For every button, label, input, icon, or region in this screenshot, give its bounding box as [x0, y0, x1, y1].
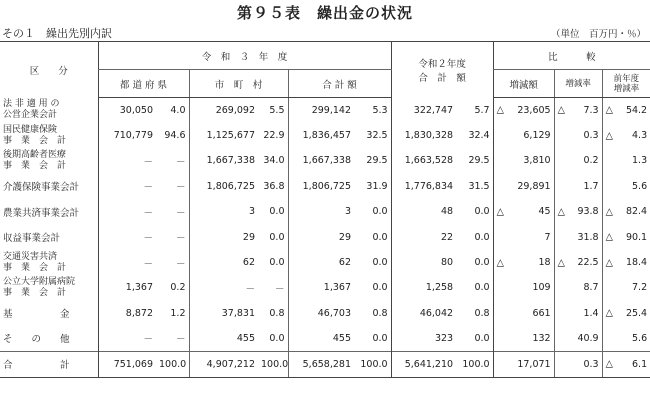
table-row	[0, 351, 650, 377]
row-label	[0, 123, 98, 148]
cell-rate	[554, 275, 602, 300]
cell-value: 5.6	[632, 332, 648, 344]
row-label-line: 後期高齢者医療	[3, 149, 67, 160]
cell-diff	[493, 275, 554, 300]
cell-rate	[554, 351, 602, 377]
cell-muni-pct: 5.5	[269, 104, 285, 116]
cell-prev	[602, 199, 650, 224]
cell-rate	[554, 326, 602, 351]
cell-value: 23,605	[517, 104, 551, 116]
cell-total: 1,367	[288, 275, 354, 300]
negative-sign: △	[605, 307, 613, 319]
table-row	[0, 301, 650, 326]
cell-muni-pct: 36.8	[263, 180, 285, 192]
cell-total: 1,806,725	[288, 174, 354, 199]
cell-muni-pct: 0.0	[269, 257, 285, 269]
row-label	[0, 351, 98, 377]
cell-r2-pct: 0.0	[474, 206, 490, 218]
cell-rate	[554, 123, 602, 148]
cell-r2-pct: 0.0	[474, 257, 490, 269]
cell-prev	[602, 148, 650, 173]
header-rate: 増減率	[554, 70, 602, 98]
cell-value: 661	[532, 307, 551, 319]
cell-pref-pct: －	[175, 182, 186, 194]
cell-r2-pct: 0.8	[474, 307, 490, 319]
cell-value: 1.7	[583, 180, 599, 192]
cell-value: 6,129	[523, 130, 551, 142]
cell-muni-pct: 100.0	[258, 351, 288, 377]
cell-value: 8.7	[583, 282, 599, 294]
header-prev-rate-line2: 増減率	[613, 83, 640, 94]
cell-diff	[493, 326, 554, 351]
cell-value: 0.2	[583, 155, 599, 167]
cell-prev	[602, 250, 650, 275]
cell-muni-pct: 0.0	[269, 231, 285, 243]
header-pref: 都 道 府 県	[98, 70, 189, 98]
row-label	[0, 148, 98, 173]
cell-r2-pct: 29.5	[468, 155, 490, 167]
cell-muni: 37,831	[189, 301, 258, 326]
row-label-line: 国民健康保険	[3, 124, 58, 135]
cell-value: 18.4	[625, 257, 648, 269]
cell-value: 0.3	[583, 130, 599, 142]
negative-sign: △	[605, 257, 613, 269]
cell-pref: －	[98, 224, 156, 249]
cell-muni: 29	[189, 224, 258, 249]
cell-r2: 1,663,528	[391, 148, 456, 173]
negative-sign: △	[496, 206, 504, 218]
cell-pref-pct: 0.2	[170, 282, 186, 294]
cell-pref-pct: 4.0	[170, 104, 186, 116]
row-label	[0, 275, 98, 300]
cell-value: 54.2	[625, 104, 648, 116]
cell-total-pct: 31.9	[366, 180, 388, 192]
cell-total-pct: 0.0	[372, 282, 388, 294]
cell-diff	[493, 301, 554, 326]
cell-prev	[602, 301, 650, 326]
cell-prev	[602, 123, 650, 148]
cell-value: 109	[532, 282, 551, 294]
cell-muni: 3	[189, 199, 258, 224]
header-r3: 令 和 ３ 年 度	[98, 42, 391, 70]
cell-pref-pct: 94.6	[164, 130, 186, 142]
cell-muni: 1,667,338	[189, 148, 258, 173]
cell-value: 132	[532, 332, 551, 344]
row-label	[0, 224, 98, 249]
cell-r2: 46,042	[391, 301, 456, 326]
cell-r2: 1,776,834	[391, 174, 456, 199]
cell-pref: 751,069	[98, 351, 156, 377]
header-r2-line2: 合 計 額	[418, 72, 466, 84]
cell-value: 29,891	[517, 180, 551, 192]
row-label	[0, 199, 98, 224]
cell-pref: －	[98, 250, 156, 275]
row-label-line: 収益事業会計	[3, 233, 61, 245]
cell-value: 40.9	[577, 332, 599, 344]
row-label-line: 農業共済事業会計	[3, 207, 80, 219]
cell-rate	[554, 224, 602, 249]
cell-total-pct: 100.0	[354, 351, 391, 377]
header-diff: 増減額	[493, 70, 554, 98]
row-label-line: 事 業 会 計	[3, 262, 67, 273]
cell-value: 93.8	[577, 206, 599, 218]
cell-total: 1,667,338	[288, 148, 354, 173]
cell-diff	[493, 224, 554, 249]
cell-pref: 30,050	[98, 98, 156, 123]
cell-pref-pct: －	[175, 334, 186, 346]
row-label-line: 法 非 適 用 の	[3, 99, 60, 110]
cell-prev	[602, 98, 650, 123]
cell-diff	[493, 98, 554, 123]
cell-r2-pct: 0.0	[474, 282, 490, 294]
cell-total: 1,836,457	[288, 123, 354, 148]
cell-muni: 269,092	[189, 98, 258, 123]
cell-value: 25.4	[625, 307, 648, 319]
cell-pref-pct: －	[175, 156, 186, 168]
row-label-line: 公営企業会計	[3, 110, 58, 121]
cell-value: 6.1	[632, 358, 648, 370]
cell-pref: －	[98, 326, 156, 351]
cell-r2: 323	[391, 326, 456, 351]
cell-r2-pct: 5.7	[474, 104, 490, 116]
cell-value: 4.3	[632, 130, 648, 142]
negative-sign: △	[496, 104, 504, 116]
cell-value: 31.8	[577, 231, 599, 243]
table-row	[0, 123, 650, 148]
cell-value: 1.4	[583, 307, 599, 319]
cell-prev	[602, 326, 650, 351]
cell-pref-pct: 1.2	[170, 307, 186, 319]
row-label	[0, 250, 98, 275]
row-label-line: 介護保険事業会計	[3, 182, 80, 194]
cell-value: 1.3	[632, 155, 648, 167]
header-r2	[391, 42, 493, 98]
header-total: 合 計 額	[288, 70, 391, 98]
cell-diff	[493, 199, 554, 224]
cell-muni: 1,125,677	[189, 123, 258, 148]
cell-muni: 4,907,212	[189, 351, 258, 377]
negative-sign: △	[557, 104, 565, 116]
cell-muni-pct: 34.0	[263, 155, 285, 167]
table-row	[0, 250, 650, 275]
cell-prev	[602, 224, 650, 249]
row-label-line: 公立大学附属病院	[3, 276, 76, 287]
table-row	[0, 174, 650, 199]
cell-pref: －	[98, 148, 156, 173]
cell-total: 455	[288, 326, 354, 351]
negative-sign: △	[605, 130, 613, 142]
cell-muni: 62	[189, 250, 258, 275]
cell-muni: －	[189, 275, 258, 300]
cell-muni-pct: 0.0	[269, 332, 285, 344]
cell-total-pct: 0.0	[372, 257, 388, 269]
page-title: 第９５表 繰出金の状況	[236, 4, 413, 22]
cell-rate	[554, 148, 602, 173]
cell-total-pct: 29.5	[366, 155, 388, 167]
outflow-table	[0, 41, 650, 378]
cell-r2: 5,641,210	[391, 351, 456, 377]
cell-total-pct: 32.5	[366, 130, 388, 142]
cell-muni-pct: 0.0	[269, 206, 285, 218]
row-label-line: そ の 他	[3, 334, 70, 346]
cell-value: 82.4	[625, 206, 648, 218]
cell-pref: 710,779	[98, 123, 156, 148]
cell-r2-pct: 0.0	[474, 332, 490, 344]
cell-value: 17,071	[517, 358, 551, 370]
negative-sign: △	[605, 358, 613, 370]
cell-diff	[493, 250, 554, 275]
header-prev-rate-line1: 前年度	[613, 73, 640, 84]
cell-value: 45	[538, 206, 551, 218]
row-label-line: 事 業 会 計	[3, 287, 67, 298]
cell-value: 5.6	[632, 180, 648, 192]
cell-rate	[554, 250, 602, 275]
cell-prev	[602, 275, 650, 300]
cell-value: 0.3	[583, 358, 599, 370]
cell-pref: －	[98, 174, 156, 199]
cell-diff	[493, 351, 554, 377]
cell-total: 62	[288, 250, 354, 275]
cell-total-pct: 0.0	[372, 231, 388, 243]
negative-sign: △	[605, 104, 613, 116]
cell-r2: 322,747	[391, 98, 456, 123]
table-row	[0, 98, 650, 123]
table-row	[0, 275, 650, 300]
cell-total-pct: 0.8	[372, 307, 388, 319]
table-subtitle: その１ 繰出先別内訳	[2, 27, 112, 40]
cell-muni-pct: －	[274, 283, 285, 295]
unit-note: （単位 百万円・％）	[550, 29, 646, 40]
table-body	[0, 98, 650, 378]
cell-diff	[493, 174, 554, 199]
row-label-line: 事 業 会 計	[3, 160, 67, 171]
cell-muni: 1,806,725	[189, 174, 258, 199]
cell-total: 299,142	[288, 98, 354, 123]
row-label-line: 交通災害共済	[3, 251, 58, 262]
cell-total-pct: 5.3	[372, 104, 388, 116]
cell-value: 3,810	[523, 155, 551, 167]
negative-sign: △	[605, 206, 613, 218]
cell-rate	[554, 98, 602, 123]
cell-r2-pct: 32.4	[468, 130, 490, 142]
cell-value: 7.3	[583, 104, 599, 116]
cell-diff	[493, 148, 554, 173]
cell-pref-pct: 100.0	[156, 351, 189, 377]
cell-pref-pct: －	[175, 207, 186, 219]
cell-total-pct: 0.0	[372, 206, 388, 218]
cell-prev	[602, 351, 650, 377]
cell-total: 3	[288, 199, 354, 224]
row-label	[0, 98, 98, 123]
table-row	[0, 199, 650, 224]
cell-r2-pct: 31.5	[468, 180, 490, 192]
cell-value: 22.5	[577, 257, 599, 269]
cell-prev	[602, 174, 650, 199]
cell-pref-pct: －	[175, 233, 186, 245]
cell-total-pct: 0.0	[372, 332, 388, 344]
negative-sign: △	[496, 257, 504, 269]
cell-pref-pct: －	[175, 258, 186, 270]
row-label	[0, 174, 98, 199]
cell-pref: 8,872	[98, 301, 156, 326]
cell-rate	[554, 199, 602, 224]
cell-total: 29	[288, 224, 354, 249]
row-label-line: 事 業 会 計	[3, 135, 67, 146]
header-category: 区 分	[0, 42, 98, 98]
cell-value: 7.2	[632, 282, 648, 294]
cell-diff	[493, 123, 554, 148]
cell-r2: 48	[391, 199, 456, 224]
row-label-line: 合 計	[3, 360, 70, 372]
header-compare: 比 較	[493, 42, 650, 70]
cell-muni-pct: 22.9	[263, 130, 285, 142]
header-muni: 市 町 村	[189, 70, 288, 98]
cell-r2: 22	[391, 224, 456, 249]
cell-value: 90.1	[625, 231, 648, 243]
cell-r2-pct: 100.0	[456, 351, 493, 377]
negative-sign: △	[557, 257, 565, 269]
cell-r2: 1,830,328	[391, 123, 456, 148]
cell-rate	[554, 174, 602, 199]
row-label	[0, 326, 98, 351]
header-r2-line1: 令和２年度	[418, 58, 466, 70]
cell-total: 46,703	[288, 301, 354, 326]
cell-value: 18	[538, 257, 551, 269]
negative-sign: △	[557, 206, 565, 218]
cell-value: 7	[544, 231, 551, 243]
header-prev-rate	[602, 70, 650, 98]
cell-r2-pct: 0.0	[474, 231, 490, 243]
cell-pref: －	[98, 199, 156, 224]
cell-muni: 455	[189, 326, 258, 351]
negative-sign: △	[605, 231, 613, 243]
row-label	[0, 301, 98, 326]
cell-muni-pct: 0.8	[269, 307, 285, 319]
table-row	[0, 326, 650, 351]
cell-pref: 1,367	[98, 275, 156, 300]
cell-r2: 1,258	[391, 275, 456, 300]
row-label-line: 基 金	[3, 309, 70, 321]
cell-rate	[554, 301, 602, 326]
table-row	[0, 224, 650, 249]
table-row	[0, 148, 650, 173]
cell-r2: 80	[391, 250, 456, 275]
cell-total: 5,658,281	[288, 351, 354, 377]
